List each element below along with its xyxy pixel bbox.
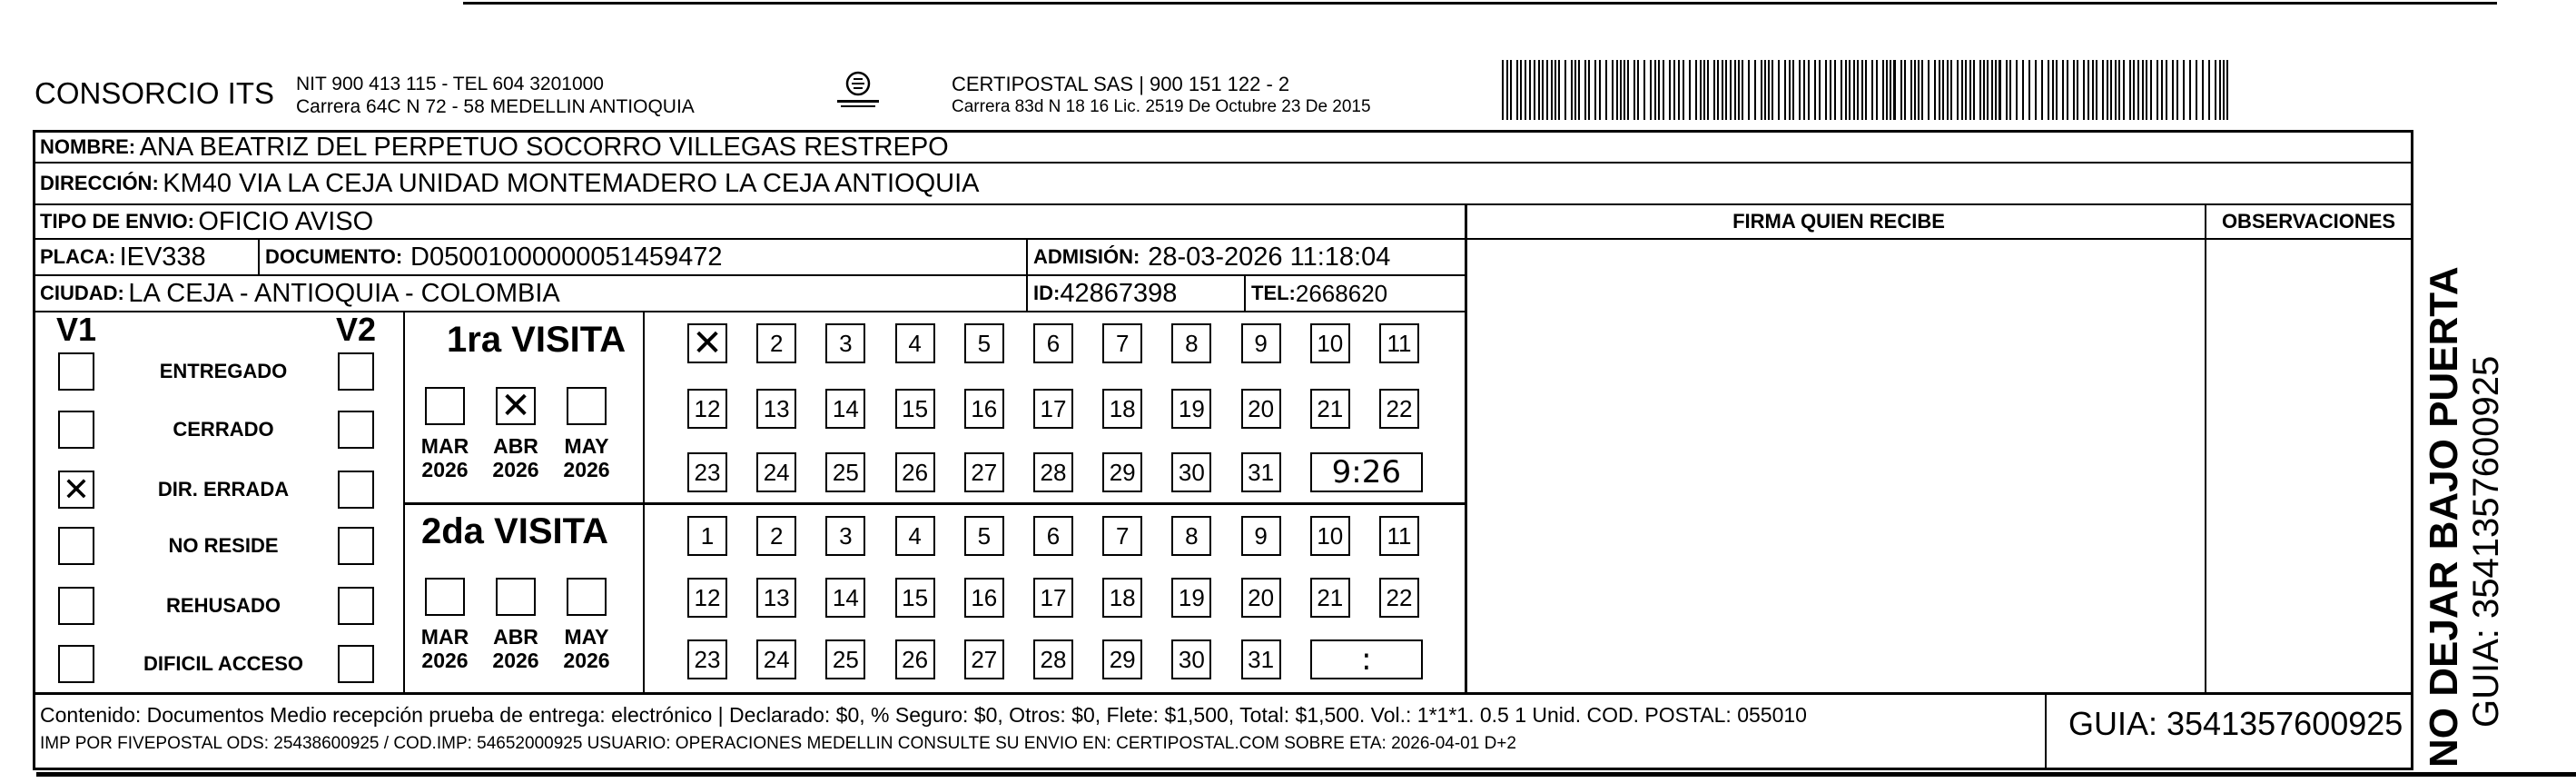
day-box-10[interactable]: 10 [1310,516,1350,556]
month-label: ABR 2026 [492,625,539,672]
day-box-21[interactable]: 21 [1310,578,1350,618]
visit2-title: 2da VISITA [421,511,608,551]
side-guia: GUIA: 3541357600925 [2466,355,2506,728]
frame-right-line [2411,130,2413,770]
day-box-12[interactable]: 12 [687,389,727,429]
day-box-26[interactable]: 26 [895,639,935,679]
day-box-11[interactable]: 11 [1379,516,1419,556]
nombre-row [35,132,2395,163]
day-box-10[interactable]: 10 [1310,323,1350,363]
day-box-18[interactable]: 18 [1102,389,1142,429]
placa-label: PLACA: [40,245,116,268]
side-rotated-text [2423,150,2506,768]
nombre-label: NOMBRE: [40,135,136,158]
day-box-20[interactable]: 20 [1241,578,1281,618]
status-option-label: NO RESIDE [168,534,279,557]
tipo-envio-label: TIPO DE ENVIO: [40,210,194,233]
visit1-title: 1ra VISITA [447,320,627,360]
v1-checkbox[interactable] [58,527,94,565]
day-box-30[interactable]: 30 [1171,452,1211,492]
company-info-line1: NIT 900 413 115 - TEL 604 3201000 [296,74,604,94]
v1-checkbox[interactable] [58,645,94,683]
day-box-15[interactable]: 15 [895,389,935,429]
day-box-14[interactable]: 14 [825,389,865,429]
day-box-19[interactable]: 19 [1171,578,1211,618]
v1-checkbox[interactable] [58,471,94,509]
day-box-2[interactable]: 2 [756,323,796,363]
v1-checkbox[interactable] [58,587,94,625]
day-box-24[interactable]: 24 [756,639,796,679]
day-box-21[interactable]: 21 [1310,389,1350,429]
v2-checkbox[interactable] [338,411,374,449]
v1-checkbox[interactable] [58,411,94,449]
observaciones-header: OBSERVACIONES [2221,210,2396,233]
tel-cell [1246,276,1465,311]
day-box-29[interactable]: 29 [1102,639,1142,679]
day-box-24[interactable]: 24 [756,452,796,492]
direccion-row [35,164,2395,203]
day-box-14[interactable]: 14 [825,578,865,618]
month-label: MAR 2026 [420,625,469,672]
day-box-5[interactable]: 5 [964,516,1004,556]
firma-quien-recibe-header: FIRMA QUIEN RECIBE [1732,210,1945,233]
documento-label: DOCUMENTO: [265,245,403,268]
footer-guia: GUIA: 3541357600925 [2068,705,2403,742]
tipo-envio-value: OFICIO AVISO [198,206,374,236]
day-box-16[interactable]: 16 [964,578,1004,618]
day-box-15[interactable]: 15 [895,578,935,618]
frame-bottom-line [33,768,2413,770]
day-box-6[interactable]: 6 [1033,323,1073,363]
direccion-label: DIRECCIÓN: [40,172,159,194]
month-checkbox[interactable] [425,578,465,616]
month-label: MAY 2026 [563,434,610,481]
ciudad-label: CIUDAD: [40,282,124,304]
company-name: CONSORCIO ITS [35,76,275,110]
visit-time-box[interactable]: : [1310,639,1423,679]
day-box-13[interactable]: 13 [756,578,796,618]
carrier-info-line2: Carrera 83d N 18 16 Lic. 2519 De Octubre 23 De 2015 [952,97,1371,116]
day-box-23[interactable]: 23 [687,639,727,679]
status-option-label: DIR. ERRADA [157,478,290,501]
admision-cell [1028,240,1465,274]
id-cell [1028,276,1244,311]
documento-value: D05001000000051459472 [410,242,723,272]
day-box-1[interactable] [687,323,727,363]
day-box-8[interactable]: 8 [1171,516,1211,556]
admision-value: 28-03-2026 11:18:04 [1148,242,1391,272]
day-box-18[interactable]: 18 [1102,578,1142,618]
ciudad-cell [35,276,1026,311]
day-box-29[interactable]: 29 [1102,452,1142,492]
placa-value: IEV338 [119,242,206,272]
scan-edge-top [463,2,2497,5]
day-box-12[interactable]: 12 [687,578,727,618]
v1-header: V1 [56,311,97,348]
footer-contenido: Contenido: Documentos Medio recepción prueba de entrega: electrónico | Declarado: $0, % Seguro: $0, Otros: $0, Flete: $1,500, Total: $1,500. Vol.: 1*1*1. 0.5 1 Unid. COD. POSTAL: 055010 [40,703,1807,727]
day-box-26[interactable]: 26 [895,452,935,492]
day-box-7[interactable]: 7 [1102,323,1142,363]
day-box-16[interactable]: 16 [964,389,1004,429]
placa-cell [35,240,258,274]
day-box-22[interactable]: 22 [1379,389,1419,429]
tel-label: TEL: [1251,282,1296,304]
company-info [296,73,695,118]
day-box-23[interactable]: 23 [687,452,727,492]
day-box-31[interactable]: 31 [1241,639,1281,679]
day-box-28[interactable]: 28 [1033,639,1073,679]
status-option-label: REHUSADO [166,594,281,617]
day-box-9[interactable]: 9 [1241,323,1281,363]
company-info-line2: Carrera 64C N 72 - 58 MEDELLIN ANTIOQUIA [296,96,695,117]
v2-checkbox[interactable] [338,645,374,683]
id-label: ID: [1033,282,1061,304]
v2-checkbox[interactable] [338,587,374,625]
day-box-30[interactable]: 30 [1171,639,1211,679]
day-box-9[interactable]: 9 [1241,516,1281,556]
month-label: MAR 2026 [420,434,469,481]
tel-value: 2668620 [1295,279,1388,307]
direccion-value: KM40 VIA LA CEJA UNIDAD MONTEMADERO LA CEJA ANTIOQUIA [163,168,980,198]
documento-cell [260,240,1026,274]
carrier-info-line1: CERTIPOSTAL SAS | 900 151 122 - 2 [952,73,1290,95]
scan-edge-bottom [36,772,2576,777]
day-box-3[interactable]: 3 [825,516,865,556]
day-box-8[interactable]: 8 [1171,323,1211,363]
month-checkbox[interactable] [496,387,536,425]
v2-checkbox[interactable] [338,527,374,565]
day-box-5[interactable]: 5 [964,323,1004,363]
v1-checkbox[interactable] [58,352,94,391]
id-value: 42867398 [1060,278,1178,308]
month-checkbox[interactable] [567,578,607,616]
month-label: ABR 2026 [492,434,539,481]
tipo-envio-row [35,205,1460,238]
day-box-31[interactable]: 31 [1241,452,1281,492]
day-box-17[interactable]: 17 [1033,389,1073,429]
month-checkbox[interactable] [567,387,607,425]
day-box-19[interactable]: 19 [1171,389,1211,429]
day-box-3[interactable]: 3 [825,323,865,363]
day-box-2[interactable]: 2 [756,516,796,556]
day-box-13[interactable]: 13 [756,389,796,429]
day-box-1[interactable]: 1 [687,516,727,556]
day-box-22[interactable]: 22 [1379,578,1419,618]
day-box-4[interactable]: 4 [895,516,935,556]
v2-header: V2 [336,311,377,348]
visit-time-box[interactable]: 9:26 [1310,452,1423,492]
no-dejar-bajo-puerta: NO DEJAR BAJO PUERTA [2422,266,2466,768]
day-box-28[interactable]: 28 [1033,452,1073,492]
certipostal-seal-icon [832,67,884,113]
v2-checkbox[interactable] [338,352,374,391]
carrier-info [952,73,1371,118]
v2-checkbox[interactable] [338,471,374,509]
day-box-27[interactable]: 27 [964,452,1004,492]
ciudad-value: LA CEJA - ANTIOQUIA - COLOMBIA [128,278,560,308]
day-box-6[interactable]: 6 [1033,516,1073,556]
month-checkbox[interactable] [496,578,536,616]
day-box-17[interactable]: 17 [1033,578,1073,618]
admision-label: ADMISIÓN: [1033,245,1140,268]
month-label: MAY 2026 [563,625,610,672]
day-box-20[interactable]: 20 [1241,389,1281,429]
day-box-4[interactable]: 4 [895,323,935,363]
footer-impresion: IMP POR FIVEPOSTAL ODS: 25438600925 / COD.IMP: 54652000925 USUARIO: OPERACIONES MEDELLIN CONSULTE SU ENVIO EN: CERTIPOSTAL.COM SOBRE ETA: 2026-04-01 D+2 [40,734,1516,753]
day-box-11[interactable]: 11 [1379,323,1419,363]
day-box-7[interactable]: 7 [1102,516,1142,556]
day-box-27[interactable]: 27 [964,639,1004,679]
month-checkbox[interactable] [425,387,465,425]
status-option-label: DIFICIL ACCESO [143,652,303,675]
barcode [1502,60,2228,120]
status-option-label: CERRADO [173,418,274,441]
day-box-25[interactable]: 25 [825,639,865,679]
status-option-label: ENTREGADO [159,360,288,382]
nombre-value: ANA BEATRIZ DEL PERPETUO SOCORRO VILLEGAS RESTREPO [139,132,949,162]
day-box-25[interactable]: 25 [825,452,865,492]
